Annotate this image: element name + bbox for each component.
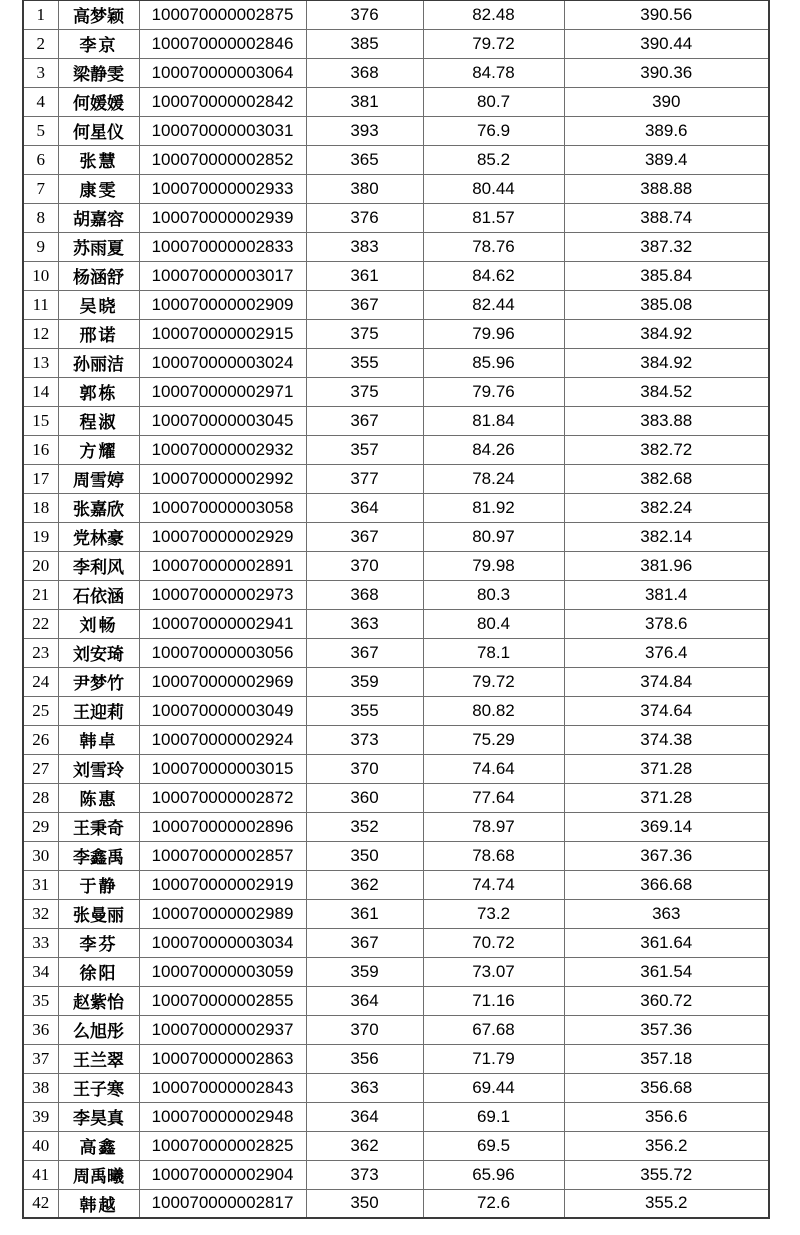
score-2-cell: 82.48 xyxy=(423,0,564,29)
rank-cell: 14 xyxy=(23,377,58,406)
table-row xyxy=(23,928,769,957)
candidate-id-cell: 100070000002939 xyxy=(139,203,306,232)
total-score-cell: 388.74 xyxy=(564,203,769,232)
table-row xyxy=(23,1160,769,1189)
score-2-cell: 80.4 xyxy=(423,609,564,638)
candidate-id-cell: 100070000002948 xyxy=(139,1102,306,1131)
score-2-cell: 74.74 xyxy=(423,870,564,899)
rank-cell: 42 xyxy=(23,1189,58,1218)
score-1-cell: 367 xyxy=(306,638,423,667)
total-score-cell: 356.2 xyxy=(564,1131,769,1160)
score-2-cell: 73.07 xyxy=(423,957,564,986)
score-2-cell: 77.64 xyxy=(423,783,564,812)
candidate-id-cell: 100070000003058 xyxy=(139,493,306,522)
total-score-cell: 366.68 xyxy=(564,870,769,899)
table-row xyxy=(23,87,769,116)
rank-cell: 10 xyxy=(23,261,58,290)
total-score-cell: 381.96 xyxy=(564,551,769,580)
name-cell: 么旭彤 xyxy=(58,1015,139,1044)
score-1-cell: 363 xyxy=(306,1073,423,1102)
name-cell: 陈惠 xyxy=(58,783,139,812)
name-cell: 李京 xyxy=(58,29,139,58)
score-2-cell: 81.57 xyxy=(423,203,564,232)
table-row xyxy=(23,435,769,464)
candidate-id-cell: 100070000002833 xyxy=(139,232,306,261)
candidate-id-cell: 100070000003031 xyxy=(139,116,306,145)
table-row xyxy=(23,58,769,87)
total-score-cell: 357.36 xyxy=(564,1015,769,1044)
table-row xyxy=(23,899,769,928)
name-cell: 王兰翠 xyxy=(58,1044,139,1073)
score-2-cell: 65.96 xyxy=(423,1160,564,1189)
total-score-cell: 384.92 xyxy=(564,319,769,348)
score-2-cell: 75.29 xyxy=(423,725,564,754)
score-1-cell: 363 xyxy=(306,609,423,638)
rank-cell: 40 xyxy=(23,1131,58,1160)
name-cell: 梁静雯 xyxy=(58,58,139,87)
score-1-cell: 359 xyxy=(306,957,423,986)
name-cell: 党林豪 xyxy=(58,522,139,551)
candidate-id-cell: 100070000002924 xyxy=(139,725,306,754)
total-score-cell: 384.92 xyxy=(564,348,769,377)
table-row xyxy=(23,841,769,870)
candidate-id-cell: 100070000002891 xyxy=(139,551,306,580)
table-row xyxy=(23,754,769,783)
table-row xyxy=(23,464,769,493)
table-row xyxy=(23,1073,769,1102)
name-cell: 吴晓 xyxy=(58,290,139,319)
table-row xyxy=(23,116,769,145)
table-row xyxy=(23,203,769,232)
rank-cell: 9 xyxy=(23,232,58,261)
score-1-cell: 364 xyxy=(306,1102,423,1131)
rank-cell: 32 xyxy=(23,899,58,928)
rank-cell: 4 xyxy=(23,87,58,116)
score-1-cell: 356 xyxy=(306,1044,423,1073)
rank-cell: 15 xyxy=(23,406,58,435)
score-1-cell: 368 xyxy=(306,58,423,87)
rank-cell: 21 xyxy=(23,580,58,609)
score-2-cell: 69.5 xyxy=(423,1131,564,1160)
score-1-cell: 367 xyxy=(306,928,423,957)
name-cell: 高鑫 xyxy=(58,1131,139,1160)
rank-cell: 37 xyxy=(23,1044,58,1073)
total-score-cell: 360.72 xyxy=(564,986,769,1015)
score-1-cell: 383 xyxy=(306,232,423,261)
score-2-cell: 80.7 xyxy=(423,87,564,116)
total-score-cell: 361.64 xyxy=(564,928,769,957)
candidate-id-cell: 100070000002846 xyxy=(139,29,306,58)
name-cell: 何媛媛 xyxy=(58,87,139,116)
total-score-cell: 381.4 xyxy=(564,580,769,609)
table-row xyxy=(23,1102,769,1131)
total-score-cell: 374.64 xyxy=(564,696,769,725)
rank-cell: 8 xyxy=(23,203,58,232)
table-row xyxy=(23,290,769,319)
table-row xyxy=(23,1189,769,1218)
rank-cell: 20 xyxy=(23,551,58,580)
candidate-id-cell: 100070000002843 xyxy=(139,1073,306,1102)
name-cell: 刘雪玲 xyxy=(58,754,139,783)
score-1-cell: 355 xyxy=(306,696,423,725)
name-cell: 杨涵舒 xyxy=(58,261,139,290)
score-1-cell: 362 xyxy=(306,1131,423,1160)
table-row xyxy=(23,174,769,203)
total-score-cell: 382.72 xyxy=(564,435,769,464)
rank-cell: 24 xyxy=(23,667,58,696)
score-1-cell: 393 xyxy=(306,116,423,145)
rank-cell: 23 xyxy=(23,638,58,667)
rank-cell: 16 xyxy=(23,435,58,464)
name-cell: 李鑫禹 xyxy=(58,841,139,870)
table-row xyxy=(23,0,769,29)
candidate-id-cell: 100070000002863 xyxy=(139,1044,306,1073)
score-2-cell: 78.97 xyxy=(423,812,564,841)
table-row xyxy=(23,783,769,812)
table-row xyxy=(23,377,769,406)
score-1-cell: 373 xyxy=(306,725,423,754)
rank-cell: 19 xyxy=(23,522,58,551)
total-score-cell: 389.6 xyxy=(564,116,769,145)
name-cell: 赵紫怡 xyxy=(58,986,139,1015)
total-score-cell: 367.36 xyxy=(564,841,769,870)
score-1-cell: 355 xyxy=(306,348,423,377)
candidate-id-cell: 100070000002904 xyxy=(139,1160,306,1189)
name-cell: 何星仪 xyxy=(58,116,139,145)
rank-cell: 39 xyxy=(23,1102,58,1131)
rank-cell: 11 xyxy=(23,290,58,319)
score-2-cell: 78.1 xyxy=(423,638,564,667)
score-1-cell: 360 xyxy=(306,783,423,812)
candidate-id-cell: 100070000002941 xyxy=(139,609,306,638)
rank-cell: 29 xyxy=(23,812,58,841)
score-1-cell: 367 xyxy=(306,290,423,319)
score-1-cell: 359 xyxy=(306,667,423,696)
score-2-cell: 74.64 xyxy=(423,754,564,783)
rank-cell: 30 xyxy=(23,841,58,870)
rank-cell: 6 xyxy=(23,145,58,174)
rank-cell: 12 xyxy=(23,319,58,348)
rank-cell: 17 xyxy=(23,464,58,493)
total-score-cell: 378.6 xyxy=(564,609,769,638)
candidate-id-cell: 100070000002875 xyxy=(139,0,306,29)
name-cell: 孙丽洁 xyxy=(58,348,139,377)
total-score-cell: 363 xyxy=(564,899,769,928)
candidate-id-cell: 100070000002992 xyxy=(139,464,306,493)
score-2-cell: 84.26 xyxy=(423,435,564,464)
total-score-cell: 376.4 xyxy=(564,638,769,667)
candidate-id-cell: 100070000002852 xyxy=(139,145,306,174)
score-1-cell: 350 xyxy=(306,1189,423,1218)
candidate-id-cell: 100070000002855 xyxy=(139,986,306,1015)
table-row xyxy=(23,957,769,986)
rank-cell: 5 xyxy=(23,116,58,145)
rank-cell: 36 xyxy=(23,1015,58,1044)
rank-cell: 7 xyxy=(23,174,58,203)
table-body xyxy=(23,0,769,1218)
score-1-cell: 352 xyxy=(306,812,423,841)
total-score-cell: 388.88 xyxy=(564,174,769,203)
score-1-cell: 376 xyxy=(306,203,423,232)
name-cell: 张嘉欣 xyxy=(58,493,139,522)
candidate-id-cell: 100070000002872 xyxy=(139,783,306,812)
score-2-cell: 80.82 xyxy=(423,696,564,725)
rank-cell: 1 xyxy=(23,0,58,29)
score-2-cell: 78.76 xyxy=(423,232,564,261)
rank-cell: 31 xyxy=(23,870,58,899)
total-score-cell: 390 xyxy=(564,87,769,116)
candidate-id-cell: 100070000002857 xyxy=(139,841,306,870)
total-score-cell: 390.56 xyxy=(564,0,769,29)
score-2-cell: 76.9 xyxy=(423,116,564,145)
total-score-cell: 384.52 xyxy=(564,377,769,406)
candidate-id-cell: 100070000002825 xyxy=(139,1131,306,1160)
score-1-cell: 377 xyxy=(306,464,423,493)
score-2-cell: 70.72 xyxy=(423,928,564,957)
rank-cell: 26 xyxy=(23,725,58,754)
total-score-cell: 369.14 xyxy=(564,812,769,841)
candidate-id-cell: 100070000002932 xyxy=(139,435,306,464)
table-row xyxy=(23,551,769,580)
name-cell: 王子寒 xyxy=(58,1073,139,1102)
table-row xyxy=(23,319,769,348)
score-2-cell: 79.72 xyxy=(423,29,564,58)
total-score-cell: 356.68 xyxy=(564,1073,769,1102)
table-row xyxy=(23,145,769,174)
table-row xyxy=(23,1131,769,1160)
candidate-id-cell: 100070000003017 xyxy=(139,261,306,290)
score-2-cell: 79.72 xyxy=(423,667,564,696)
total-score-cell: 355.2 xyxy=(564,1189,769,1218)
score-1-cell: 362 xyxy=(306,870,423,899)
candidate-id-cell: 100070000003059 xyxy=(139,957,306,986)
total-score-cell: 385.84 xyxy=(564,261,769,290)
rank-cell: 34 xyxy=(23,957,58,986)
score-2-cell: 73.2 xyxy=(423,899,564,928)
rank-cell: 25 xyxy=(23,696,58,725)
score-1-cell: 370 xyxy=(306,551,423,580)
name-cell: 王秉奇 xyxy=(58,812,139,841)
score-2-cell: 78.68 xyxy=(423,841,564,870)
name-cell: 郭栋 xyxy=(58,377,139,406)
score-1-cell: 381 xyxy=(306,87,423,116)
score-2-cell: 81.84 xyxy=(423,406,564,435)
rank-cell: 18 xyxy=(23,493,58,522)
total-score-cell: 390.44 xyxy=(564,29,769,58)
total-score-cell: 382.14 xyxy=(564,522,769,551)
total-score-cell: 374.84 xyxy=(564,667,769,696)
table-row xyxy=(23,725,769,754)
candidate-id-cell: 100070000002919 xyxy=(139,870,306,899)
name-cell: 张曼丽 xyxy=(58,899,139,928)
table-row xyxy=(23,580,769,609)
rank-cell: 22 xyxy=(23,609,58,638)
score-2-cell: 84.62 xyxy=(423,261,564,290)
candidate-id-cell: 100070000003015 xyxy=(139,754,306,783)
score-1-cell: 365 xyxy=(306,145,423,174)
candidate-id-cell: 100070000003049 xyxy=(139,696,306,725)
name-cell: 石依涵 xyxy=(58,580,139,609)
score-1-cell: 367 xyxy=(306,406,423,435)
total-score-cell: 382.24 xyxy=(564,493,769,522)
name-cell: 周雪婷 xyxy=(58,464,139,493)
total-score-cell: 356.6 xyxy=(564,1102,769,1131)
total-score-cell: 355.72 xyxy=(564,1160,769,1189)
candidate-id-cell: 100070000002973 xyxy=(139,580,306,609)
name-cell: 李芬 xyxy=(58,928,139,957)
candidate-id-cell: 100070000003024 xyxy=(139,348,306,377)
total-score-cell: 389.4 xyxy=(564,145,769,174)
name-cell: 王迎莉 xyxy=(58,696,139,725)
table-row xyxy=(23,348,769,377)
score-1-cell: 380 xyxy=(306,174,423,203)
candidate-id-cell: 100070000002842 xyxy=(139,87,306,116)
table-row xyxy=(23,232,769,261)
candidate-id-cell: 100070000003045 xyxy=(139,406,306,435)
table-row xyxy=(23,986,769,1015)
total-score-cell: 371.28 xyxy=(564,754,769,783)
table-row xyxy=(23,522,769,551)
name-cell: 张慧 xyxy=(58,145,139,174)
score-2-cell: 79.76 xyxy=(423,377,564,406)
total-score-cell: 390.36 xyxy=(564,58,769,87)
candidate-id-cell: 100070000003064 xyxy=(139,58,306,87)
table-row xyxy=(23,406,769,435)
score-2-cell: 71.79 xyxy=(423,1044,564,1073)
rank-cell: 35 xyxy=(23,986,58,1015)
score-2-cell: 79.96 xyxy=(423,319,564,348)
rank-cell: 27 xyxy=(23,754,58,783)
total-score-cell: 385.08 xyxy=(564,290,769,319)
candidate-id-cell: 100070000002989 xyxy=(139,899,306,928)
total-score-cell: 357.18 xyxy=(564,1044,769,1073)
table-row xyxy=(23,1015,769,1044)
name-cell: 刘安琦 xyxy=(58,638,139,667)
name-cell: 刘畅 xyxy=(58,609,139,638)
score-1-cell: 375 xyxy=(306,319,423,348)
candidate-id-cell: 100070000002969 xyxy=(139,667,306,696)
total-score-cell: 382.68 xyxy=(564,464,769,493)
score-1-cell: 376 xyxy=(306,0,423,29)
name-cell: 胡嘉容 xyxy=(58,203,139,232)
score-2-cell: 67.68 xyxy=(423,1015,564,1044)
name-cell: 高梦颖 xyxy=(58,0,139,29)
rank-cell: 33 xyxy=(23,928,58,957)
score-1-cell: 368 xyxy=(306,580,423,609)
name-cell: 李利风 xyxy=(58,551,139,580)
score-1-cell: 370 xyxy=(306,1015,423,1044)
candidate-id-cell: 100070000002915 xyxy=(139,319,306,348)
name-cell: 苏雨夏 xyxy=(58,232,139,261)
score-1-cell: 375 xyxy=(306,377,423,406)
score-2-cell: 69.1 xyxy=(423,1102,564,1131)
score-1-cell: 361 xyxy=(306,899,423,928)
score-1-cell: 373 xyxy=(306,1160,423,1189)
name-cell: 于静 xyxy=(58,870,139,899)
candidate-id-cell: 100070000002929 xyxy=(139,522,306,551)
table-row xyxy=(23,870,769,899)
name-cell: 方耀 xyxy=(58,435,139,464)
total-score-cell: 361.54 xyxy=(564,957,769,986)
candidate-id-cell: 100070000002896 xyxy=(139,812,306,841)
table-row xyxy=(23,29,769,58)
score-1-cell: 364 xyxy=(306,493,423,522)
rank-cell: 2 xyxy=(23,29,58,58)
rank-cell: 41 xyxy=(23,1160,58,1189)
candidate-id-cell: 100070000002909 xyxy=(139,290,306,319)
total-score-cell: 374.38 xyxy=(564,725,769,754)
score-2-cell: 85.2 xyxy=(423,145,564,174)
score-2-cell: 78.24 xyxy=(423,464,564,493)
score-2-cell: 71.16 xyxy=(423,986,564,1015)
total-score-cell: 371.28 xyxy=(564,783,769,812)
score-2-cell: 85.96 xyxy=(423,348,564,377)
rank-cell: 28 xyxy=(23,783,58,812)
rank-cell: 38 xyxy=(23,1073,58,1102)
score-2-cell: 80.97 xyxy=(423,522,564,551)
score-2-cell: 81.92 xyxy=(423,493,564,522)
name-cell: 韩卓 xyxy=(58,725,139,754)
score-1-cell: 364 xyxy=(306,986,423,1015)
score-2-cell: 80.44 xyxy=(423,174,564,203)
score-1-cell: 357 xyxy=(306,435,423,464)
name-cell: 韩越 xyxy=(58,1189,139,1218)
name-cell: 康雯 xyxy=(58,174,139,203)
total-score-cell: 383.88 xyxy=(564,406,769,435)
score-2-cell: 69.44 xyxy=(423,1073,564,1102)
candidate-id-cell: 100070000002817 xyxy=(139,1189,306,1218)
score-1-cell: 367 xyxy=(306,522,423,551)
name-cell: 程淑 xyxy=(58,406,139,435)
total-score-cell: 387.32 xyxy=(564,232,769,261)
name-cell: 周禹曦 xyxy=(58,1160,139,1189)
table-row xyxy=(23,493,769,522)
score-2-cell: 72.6 xyxy=(423,1189,564,1218)
table-row xyxy=(23,696,769,725)
name-cell: 邢诺 xyxy=(58,319,139,348)
candidate-id-cell: 100070000003056 xyxy=(139,638,306,667)
score-1-cell: 361 xyxy=(306,261,423,290)
score-1-cell: 385 xyxy=(306,29,423,58)
candidate-id-cell: 100070000002937 xyxy=(139,1015,306,1044)
table-row xyxy=(23,812,769,841)
name-cell: 徐阳 xyxy=(58,957,139,986)
table-row xyxy=(23,1044,769,1073)
score-1-cell: 370 xyxy=(306,754,423,783)
table-row xyxy=(23,638,769,667)
rank-cell: 13 xyxy=(23,348,58,377)
table-row xyxy=(23,609,769,638)
score-ranking-table xyxy=(22,0,770,1219)
candidate-id-cell: 100070000002933 xyxy=(139,174,306,203)
score-1-cell: 350 xyxy=(306,841,423,870)
candidate-id-cell: 100070000003034 xyxy=(139,928,306,957)
score-2-cell: 82.44 xyxy=(423,290,564,319)
table-row xyxy=(23,261,769,290)
rank-cell: 3 xyxy=(23,58,58,87)
table-row xyxy=(23,667,769,696)
name-cell: 尹梦竹 xyxy=(58,667,139,696)
score-2-cell: 80.3 xyxy=(423,580,564,609)
candidate-id-cell: 100070000002971 xyxy=(139,377,306,406)
name-cell: 李昊真 xyxy=(58,1102,139,1131)
score-2-cell: 84.78 xyxy=(423,58,564,87)
score-2-cell: 79.98 xyxy=(423,551,564,580)
